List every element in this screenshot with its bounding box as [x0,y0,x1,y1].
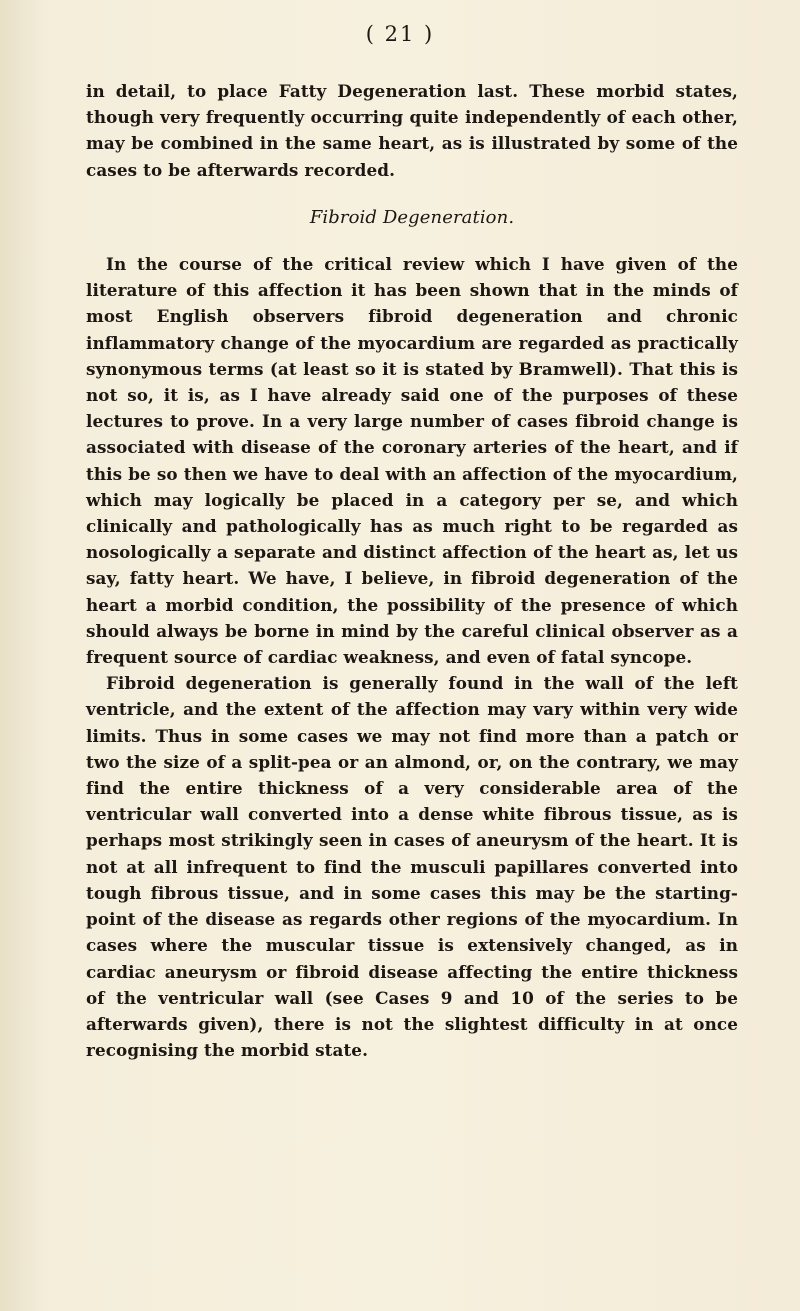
page-body [86,78,738,1063]
intro-paragraph: in detail, to place Fatty Degeneration last. These morbid states, though very frequently occurring quite independently of each other, may be combined in the same heart, as is illustrated by some of the cases to be afterwards recorded. [86,81,738,180]
section-title: Fibroid Degeneration. [309,206,515,228]
paragraph-1: In the course of the critical review which I have given of the literature of this affection it has been shown that in the minds of most English observers fibroid degeneration and chronic inflammatory change of the myocardium are regarded as practically synonymous terms (at least so it is stated by Bramwell). That this is not so, it is, as I have already said one of the purposes of these lectures to prove. In a very large number of cases fibroid change is associated with disease of the coronary arteries of the heart, and if this be so then we have to deal with an affection of the myocardium, which may logically be placed in a category per se, and which clinically and pathologically has as much right to be regarded as nosologically a separate and distinct affection of the heart as, let us say, fatty heart. We have, I believe, in fibroid degeneration of the heart a morbid condition, the possibility of the presence of which should always be borne in mind by the careful clinical observer as a frequent source of cardiac weakness, and even of fatal syncope. [86,254,738,668]
paragraph-2: Fibroid degeneration is generally found in the wall of the left ventricle, and the extent of the affection may vary within very wide limits. Thus in some cases we may not find more than a patch or two the size of a split-pea or an almond, or, on the contrary, we may find the entire thickness of a very considerable area of the ventricular wall converted into a dense white fibrous tissue, as is perhaps most strikingly seen in cases of aneurysm of the heart. It is not at all infrequent to find the musculi papillares converted into tough fibrous tissue, and in some cases this may be the starting-point of the disease as regards other regions of the myocardium. In cases where the muscular tissue is extensively changed, as in cardiac aneurysm or fibroid disease affecting the entire thickness of the ventricular wall (see Cases 9 and 10 of the series to be afterwards given), there is not the slightest difficulty in at once recognising the morbid state. [86,673,738,1061]
page-number: ( 21 ) [365,22,435,46]
